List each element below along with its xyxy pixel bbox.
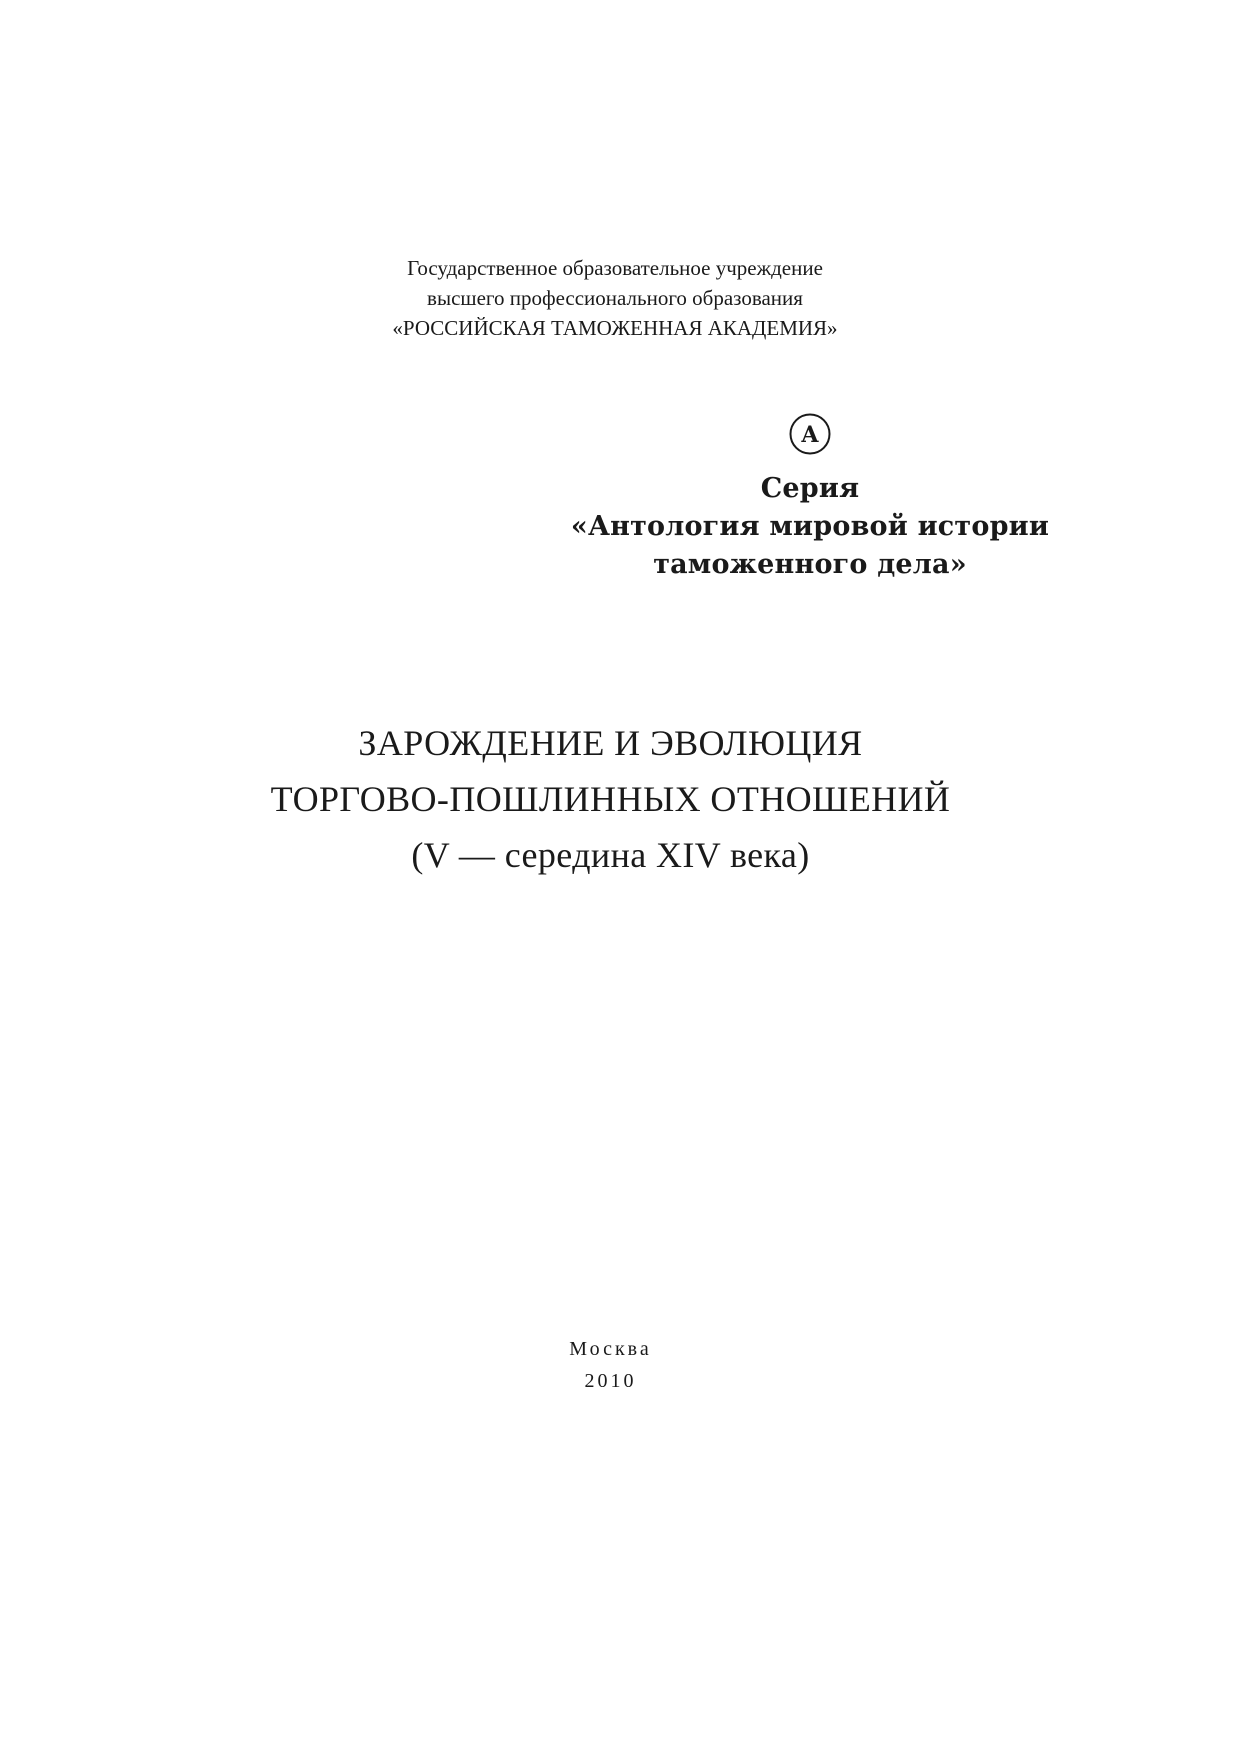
- book-title: [0, 715, 1221, 883]
- institution-line-1: Государственное образовательное учреждение: [407, 256, 823, 280]
- institution-block: [0, 253, 1230, 343]
- series-logo-letter: А: [801, 422, 819, 448]
- series-name-line-2: таможенного дела»: [653, 549, 967, 580]
- institution-line-3: «РОССИЙСКАЯ ТАМОЖЕННАЯ АКАДЕМИЯ»: [392, 316, 838, 340]
- imprint-year: 2010: [584, 1370, 637, 1392]
- institution-line-2: высшего профессионального образования: [427, 286, 803, 310]
- imprint-city: Москва: [569, 1338, 652, 1360]
- imprint-block: [0, 1333, 1221, 1397]
- series-name-line-1: «Антология мировой истории: [570, 511, 1050, 542]
- series-block: [560, 412, 1060, 584]
- series-logo-icon: [788, 412, 832, 456]
- title-line-2: ТОРГОВО-ПОШЛИННЫХ ОТНОШЕНИЙ: [270, 779, 951, 819]
- series-label: Серия: [760, 473, 860, 504]
- title-line-3: (V — середина XIV века): [411, 835, 810, 875]
- title-line-1: ЗАРОЖДЕНИЕ И ЭВОЛЮЦИЯ: [358, 723, 863, 763]
